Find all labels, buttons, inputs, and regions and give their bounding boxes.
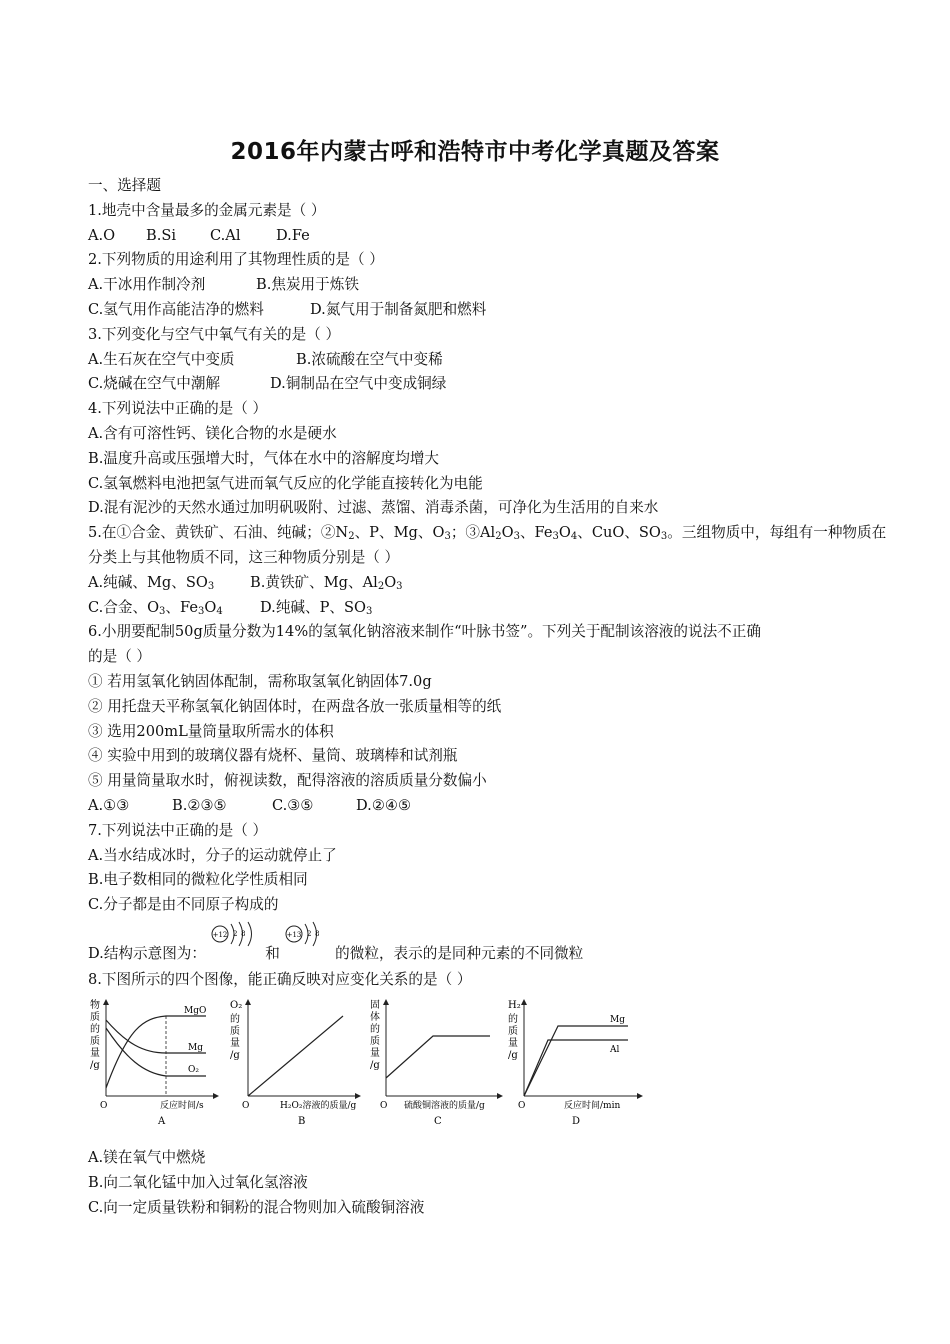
q2-stem: 2.下列物质的用途利用了其物理性质的是（ ） [88,251,384,269]
svg-text:量: 量 [370,1048,380,1059]
section-heading: 一、选择题 [88,177,161,194]
q1-stem: 1.地壳中含量最多的金属元素是（ ） [88,201,326,219]
q5-option-c: C.合金、$O_3$、$Fe_3O_4$ [88,598,223,617]
svg-text:8: 8 [240,929,246,938]
q5-options-cd [88,596,878,621]
q7-option-d: D.结构示意图为： +12 2 8 和 +13 2 8 的微粒，表示的是同种元素的不同微粒 [88,918,878,968]
q5-stem: 5.在①合金、黄铁矿、石油、纯碱；$②N_2$、P、Mg、$O_3$；$③Al_2O_3$、$Fe_3O_4$、CuO、$SO_3$。三组物质中，每组有一种物质在 [88,524,887,543]
chart-a [90,998,216,1127]
chart-a-caption: A [158,1116,166,1127]
atom-structure-mg-icon [211,918,257,950]
q6-option-d: D.②④⑤ [356,796,412,814]
q6-stem: 6.小朋要配制50g质量分数为14%的氢氧化钠溶液来制作“叶脉书签”。下列关于配制该溶液的说法不正确 [88,623,761,641]
q4-option-d: D.混有泥沙的天然水通过加明矾吸附、过滤、蒸馏、消毒杀菌，可净化为生活用的自来水 [88,499,659,517]
chart-a-label-o2: O₂ [188,1065,199,1075]
q7-option-c: C.分子都是由不同原子构成的 [88,896,279,914]
q6-option-b: B.②③⑤ [172,796,227,814]
svg-text:质: 质 [230,1026,240,1037]
chart-c-origin: O [380,1101,388,1111]
chart-b-caption: B [298,1116,306,1127]
q6-option-c: C.③⑤ [272,796,314,814]
atom-structure-al-icon [285,918,331,950]
svg-text:2: 2 [306,929,311,938]
svg-text:固: 固 [370,1000,380,1011]
question-list [88,174,887,993]
chart-d-origin: O [518,1101,526,1111]
q5-option-d: D.纯碱、P、$SO_3$ [260,598,373,617]
q2-options-ab [88,273,878,298]
q1-options [88,224,878,249]
q5-options-ab [88,571,878,596]
q4-option-b: B.温度升高或压强增大时，气体在水中的溶解度均增大 [88,449,440,467]
q1-option-b: B.Si [146,226,177,244]
svg-text:2: 2 [232,929,238,938]
q8-option-a: A.镁在氧气中燃烧 [88,1149,206,1166]
q6-item-1: ① 若用氢氧化钠固体配制，需称取氢氧化钠固体7.0g [88,672,432,690]
chart-c [370,999,500,1127]
chart-d-xlabel: 反应时间/min [564,1101,621,1111]
chart-a-label-mgo: MgO [184,1006,207,1016]
chart-c-series-line [386,1036,490,1078]
q2-option-d: D.氮气用于制备氮肥和燃料 [310,300,487,318]
document-title: 2016年内蒙古呼和浩特市中考化学真题及答案 [230,139,720,165]
q1-option-c: C.Al [210,226,241,244]
q4-option-a: A.含有可溶性钙、镁化合物的水是硬水 [88,424,337,442]
chart-a-label-mg: Mg [188,1043,203,1053]
chart-b [230,1000,358,1127]
svg-text:/g: /g [370,1060,380,1071]
svg-text:的: 的 [90,1024,100,1035]
q6-option-a: A.①③ [88,796,130,814]
q2-option-b: B.焦炭用于炼铁 [256,276,359,294]
q7-option-b: B.电子数相同的微粒化学性质相同 [88,871,308,889]
svg-text:的: 的 [230,1014,240,1025]
q1-option-d: D.Fe [276,226,310,244]
svg-text:/g: /g [90,1060,100,1071]
q6-stem-line2: 的是（ ） [88,648,152,666]
chart-a-origin: O [100,1101,108,1111]
q3-stem: 3.下列变化与空气中氧气有关的是（ ） [88,325,341,343]
q7-stem: 7.下列说法中正确的是（ ） [88,821,268,839]
q3-option-a: A.生石灰在空气中变质 [88,350,235,368]
svg-text:+13: +13 [286,930,301,939]
q2-option-a: A.干冰用作制冷剂 [88,276,206,294]
q8-option-b: B.向二氧化锰中加入过氧化氢溶液 [88,1173,308,1191]
svg-text:量: 量 [90,1048,100,1059]
svg-text:/g: /g [230,1050,240,1061]
chart-c-caption: C [434,1116,442,1127]
q2-options-cd [88,298,878,323]
svg-text:质: 质 [370,1036,380,1047]
q4-stem: 4.下列说法中正确的是（ ） [88,400,268,418]
chart-d-ylabel [508,1000,521,1061]
q5-stem-line2: 分类上与其他物质不同，这三种物质分别是（ ） [88,548,400,566]
q3-options-ab [88,348,878,373]
q2-option-c: C.氢气用作高能洁净的燃料 [88,300,264,318]
q6-item-4: ④ 实验中用到的玻璃仪器有烧杯、量筒、玻璃棒和试剂瓶 [88,747,458,765]
svg-text:的: 的 [508,1014,518,1025]
q6-options [88,794,878,819]
svg-text:8: 8 [314,929,319,938]
q5-option-a: A.纯碱、Mg、$SO_3$ [88,573,215,592]
svg-text:量: 量 [230,1038,240,1049]
chart-d-label-mg: Mg [610,1015,625,1025]
q8-options [88,1146,878,1220]
svg-text:体: 体 [370,1012,380,1023]
chart-b-xlabel: H₂O₂溶液的质量/g [280,1101,357,1111]
chart-a-ylabel [90,998,100,1071]
svg-text:H₂: H₂ [508,1000,521,1011]
q8-figures [88,998,648,1138]
svg-text:质: 质 [508,1026,518,1037]
q8-option-c: C.向一定质量铁粉和铜粉的混合物则加入硫酸铜溶液 [88,1198,425,1216]
q4-option-c: C.氢氧燃料电池把氢气进而氧气反应的化学能直接转化为电能 [88,474,483,492]
q6-item-2: ② 用托盘天平称氢氧化钠固体时，在两盘各放一张质量相等的纸 [88,697,502,715]
q1-option-a: A.O [88,226,116,244]
chart-c-ylabel [370,999,380,1071]
svg-text:+12: +12 [212,930,228,939]
q6-item-5: ⑤ 用量筒量取水时，俯视读数，配得溶液的溶质质量分数偏小 [88,772,487,790]
q8-stem: 8.下图所示的四个图像，能正确反映对应变化关系的是（ ） [88,970,472,988]
chart-c-xlabel: 硫酸铜溶液的质量/g [404,1101,485,1111]
chart-d-label-al: Al [610,1045,620,1055]
q6-item-3: ③ 选用200mL量筒量取所需水的体积 [88,722,334,740]
q3-option-b: B.浓硫酸在空气中变稀 [296,350,443,368]
q5-option-b: B.黄铁矿、Mg、$Al_2O_3$ [250,573,403,592]
chart-b-origin: O [242,1101,250,1111]
chart-a-xlabel: 反应时间/s [160,1101,204,1111]
svg-text:/g: /g [508,1050,518,1061]
chart-b-ylabel [230,1000,242,1061]
q3-option-d: D.铜制品在空气中变成铜绿 [270,375,447,393]
svg-text:O₂: O₂ [230,1000,243,1011]
svg-text:量: 量 [508,1038,518,1049]
chart-d-caption: D [572,1116,581,1127]
svg-text:的: 的 [370,1024,380,1035]
chart-b-series-line [248,1016,343,1096]
chart-d [508,1000,640,1127]
q3-option-c: C.烧碱在空气中潮解 [88,375,221,393]
q3-options-cd [88,372,878,397]
svg-text:质: 质 [90,1012,100,1023]
svg-text:质: 质 [90,1036,100,1047]
q7-option-a: A.当水结成冰时，分子的运动就停止了 [88,846,337,864]
svg-text:物: 物 [90,1000,100,1011]
